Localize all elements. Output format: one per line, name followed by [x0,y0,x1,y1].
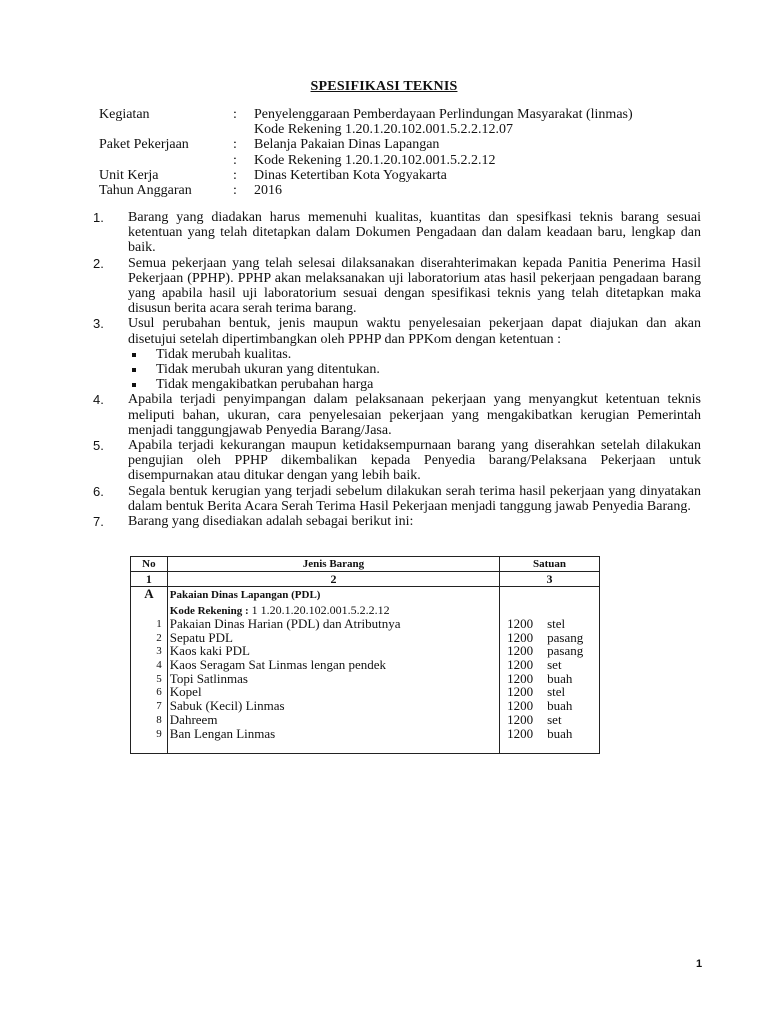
group-code-value: 1 1.20.1.20.102.001.5.2.2.12 [248,603,390,617]
row-number: 2 [156,631,162,644]
header-row [99,153,633,168]
bullet-text: Tidak mengakibatkan perubahan harga [156,377,374,393]
item-text: Barang yang diadakan harus memenuhi kualitas, kuantitas dan spesifkasi teknis barang sesuai ketentuan yang telah ditetapkan dalam Dokumen Pengadaan dan dalam keadaan baru, lengkap dan baik. [128,210,701,256]
header-row [99,168,633,183]
document-header [99,107,633,198]
header-label: Tahun Anggaran [99,183,192,199]
header-row [99,183,633,198]
item-qty: 1200 [507,657,534,673]
header-colon [233,122,254,137]
row-number: 3 [156,645,162,658]
list-item [93,438,701,484]
header-label: Paket Pekerjaan [99,137,189,153]
bullet-text: Tidak merubah kualitas. [156,346,292,362]
item-qty: 1200 [507,670,534,686]
satuan-cell [507,658,599,672]
item-text: Segala bentuk kerugian yang terjadi sebelum dilakukan serah terima hasil pekerjaan yang dinyatakan dalam bentuk Berita Acara Serah Terima Hasil Pekerjaan menjadi tanggung jawab Penyedia Barang. [128,483,701,514]
list-item [93,484,701,514]
item-unit: set [547,657,562,673]
item-unit: stel [547,684,566,700]
header-label: Kegiatan [99,107,150,122]
header-label [99,153,233,168]
specification-list [93,210,701,529]
bullet-icon [132,383,136,387]
column-number: 1 [131,572,168,587]
item-qty: 1200 [507,698,534,714]
item-number: 3. [93,316,104,332]
page-number: 1 [696,958,703,970]
list-item [93,316,701,346]
header-label [99,122,233,137]
satuan-cell [507,617,599,631]
item-name: Kaos Seragam Sat Linmas lengan pendek [169,657,387,673]
column-number: 2 [167,572,499,587]
satuan-cell [507,699,599,713]
satuan-column [500,587,600,754]
bullet-text: Tidak merubah ukuran yang ditentukan. [156,362,380,378]
header-colon: : [233,183,237,199]
item-text: Semua pekerjaan yang telah selesai dilaksanakan diserahterimakan kepada Panitia Penerima Hasil Pekerjaan (PPHP). PPHP akan melaksanakan uji laboratorium atas hasil pekerjaan pengadaan barang yang apabila hasil uji laboratorium sesuai dengan spesifikasi teknis yang telah ditetapkan maka disusun berita acara serah terima barang. [128,255,701,317]
header-value: Kode Rekening 1.20.1.20.102.001.5.2.2.12.07 [254,122,513,138]
item-qty: 1200 [507,643,534,659]
item-name: Sepatu PDL [169,629,233,645]
satuan-cell [507,713,599,727]
item-qty: 1200 [507,616,534,631]
satuan-cell [507,631,599,645]
bullet-icon [132,353,136,357]
satuan-cell [507,685,599,699]
item-unit: set [547,711,562,727]
item-qty: 1200 [507,725,534,741]
row-number: 8 [156,713,162,726]
item-name: Topi Satlinmas [169,670,248,686]
item-name: Kaos kaki PDL [169,643,250,659]
header-label: Unit Kerja [99,167,159,183]
bullet-item [128,347,701,362]
header-row [99,137,633,152]
column-number: 3 [500,572,600,587]
header-colon: : [233,137,237,153]
item-number: 1. [93,210,104,225]
row-number: 1 [156,618,162,630]
satuan-cell [507,644,599,658]
item-number: 4. [93,392,104,408]
item-text: Usul perubahan bentuk, jenis maupun waktu penyelesaian pekerjaan dapat diajukan dan akan disetujui setelah dipertimbangkan oleh PPHP dan PPKom dengan ketentuan : [128,316,701,347]
list-item [93,392,701,438]
group-title: Pakaian Dinas Lapangan (PDL) [169,589,321,601]
item-text: Barang yang disediakan adalah sebagai berikut ini: [128,514,414,530]
bullet-icon [132,368,136,372]
no-column [131,587,168,754]
item-unit: buah [547,725,573,741]
item-unit: buah [547,670,573,686]
header-value: Belanja Pakaian Dinas Lapangan [254,137,440,153]
header-value: Penyelenggaraan Pemberdayaan Perlindungan Masyarakat (linmas) [254,107,633,122]
item-unit: pasang [547,643,584,659]
item-name: Ban Lengan Linmas [169,725,276,741]
bullet-item [128,377,701,392]
table-body-row [131,587,600,754]
group-code [170,603,499,617]
column-header-satuan: Satuan [500,557,600,572]
group-code-label: Kode Rekening : [169,605,249,617]
item-qty: 1200 [507,684,534,700]
header-row [99,122,633,137]
header-colon: : [233,152,237,168]
row-number: 5 [156,672,162,685]
column-header-no: No [131,557,168,572]
item-unit: pasang [547,629,584,645]
list-item [93,514,701,529]
satuan-cell [507,672,599,686]
item-number: 6. [93,483,104,499]
item-number: 2. [93,255,104,271]
row-number: 6 [156,686,162,699]
item-number: 7. [93,514,104,530]
column-header-jenis-barang: Jenis Barang [167,557,499,572]
item-text: Apabila terjadi kekurangan maupun ketidaksempurnaan barang yang diserahkan setelah dilakukan pengujian oleh PPHP dikembalikan kepada Penyedia barang/Pelaksana Pekerjaan untuk disempurnakan atau ditukar dengan yang lebih baik. [128,438,701,484]
table-header-row [131,557,600,572]
item-text: Apabila terjadi penyimpangan dalam pelaksanaan pekerjaan yang menyangkut ketentuan teknis meliputi bahan, ukuran, cara penyelesaian pekerjaan yang mengakibatkan kerugian Pemerintah menjadi tanggungjawab Penyedia Barang/Jasa. [128,392,701,438]
row-number: 9 [156,727,162,740]
item-qty: 1200 [507,629,534,645]
header-value: 2016 [254,183,282,199]
bullet-list [93,347,701,393]
item-name: Sabuk (Kecil) Linmas [169,698,285,714]
header-row [99,107,633,122]
header-colon: : [233,167,237,183]
satuan-cell [507,727,599,741]
table-column-number-row [131,572,600,587]
list-item [93,256,701,317]
header-colon: : [233,107,237,122]
row-number: 7 [156,700,162,713]
item-qty: 1200 [507,711,534,727]
item-unit: stel [547,616,566,631]
item-name: Dahreem [169,711,218,727]
group-no: A [144,586,154,601]
item-unit: buah [547,698,573,714]
bullet-item [128,362,701,377]
header-value: Kode Rekening 1.20.1.20.102.001.5.2.2.12 [254,152,496,168]
item-number: 5. [93,438,104,454]
jenis-barang-column [167,587,499,754]
header-value: Dinas Ketertiban Kota Yogyakarta [254,167,447,183]
row-number: 4 [156,659,162,672]
item-name: Kopel [169,684,202,700]
goods-table [130,556,600,754]
page-title: SPESIFIKASI TEKNIS [310,79,458,94]
list-item [93,210,701,256]
item-name: Pakaian Dinas Harian (PDL) dan Atributnya [169,616,401,631]
